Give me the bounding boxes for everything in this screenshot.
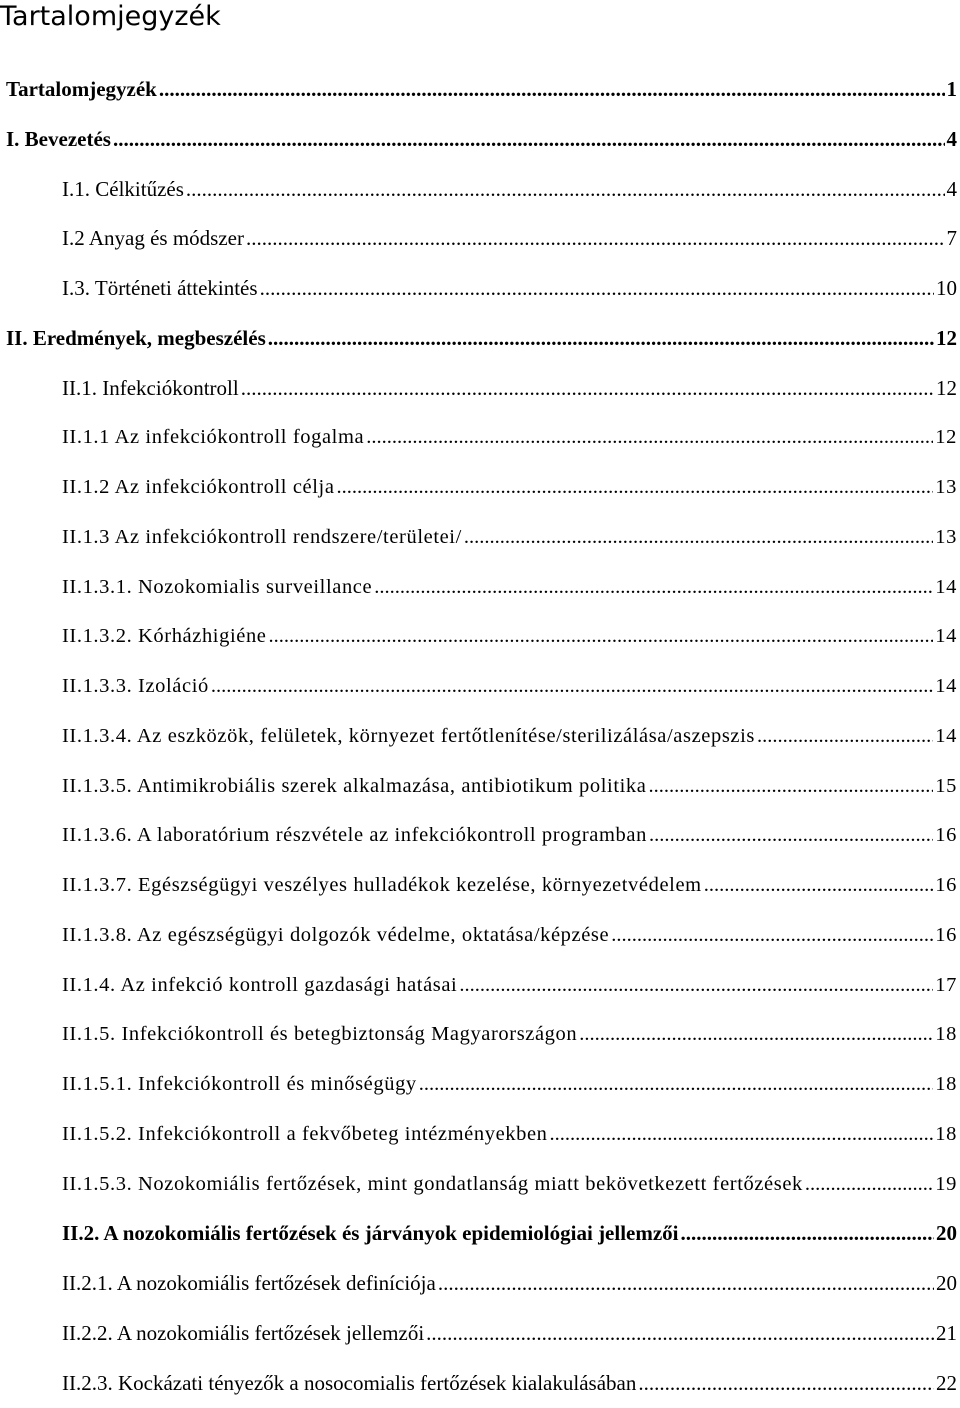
toc-entry-page-number: 16 [935,861,957,911]
toc-entry-page-number: 22 [936,1359,957,1408]
toc-entry[interactable] [0,463,960,513]
toc-entry[interactable] [0,712,960,762]
toc-entry-label: II.2.3. Kockázati tényezők a nosocomialis fertőzések kialakulásában [62,1359,636,1408]
toc-entry-page-number: 12 [935,413,957,463]
toc-entry-label: II.1.3.6. A laboratórium részvétele az infekciókontroll programban [62,811,647,861]
toc-entry[interactable] [0,762,960,812]
toc-entry-label: I. Bevezetés [6,115,111,165]
toc-entry[interactable] [0,1160,960,1210]
toc-entry-page-number: 1 [947,65,958,115]
toc-dot-leader [269,612,934,662]
toc-entry-page-number: 20 [936,1209,957,1259]
toc-entry-label: II.1.1 Az infekciókontroll fogalma [62,413,364,463]
toc-entry-label: II.2. A nozokomiális fertőzések és járványok epidemiológiai jellemzői [62,1209,679,1259]
toc-entry-label: II.1.3.7. Egészségügyi veszélyes hulladékok kezelése, környezetvédelem [62,861,702,911]
toc-dot-leader [366,413,933,463]
toc-entry-page-number: 4 [947,115,958,165]
toc-entry[interactable] [0,961,960,1011]
toc-dot-leader [268,314,934,364]
toc-entry[interactable] [0,364,960,414]
toc-entry[interactable] [0,563,960,613]
toc-dot-leader [648,762,933,812]
toc-entry-page-number: 12 [936,314,957,364]
toc-entry-label: II.1.5.2. Infekciókontroll a fekvőbeteg intézményekben [62,1110,548,1160]
toc-entry[interactable] [0,861,960,911]
page-title: Tartalomjegyzék [0,0,221,34]
toc-entry-page-number: 14 [935,712,957,762]
toc-entry-label: I.1. Célkitűzés [62,165,184,215]
toc-entry-page-number: 17 [935,961,957,1011]
toc-entry[interactable] [0,413,960,463]
toc-entry[interactable] [0,811,960,861]
toc-entry[interactable] [0,1309,960,1359]
toc-entry-label: II.1.3.1. Nozokomialis surveillance [62,563,372,613]
toc-entry[interactable] [0,662,960,712]
toc-entry[interactable] [0,264,960,314]
toc-dot-leader [159,65,945,115]
toc-entry-label: II. Eredmények, megbeszélés [6,314,266,364]
toc-dot-leader [638,1359,934,1408]
toc-entry-label: II.1.4. Az infekció kontroll gazdasági hatásai [62,961,457,1011]
toc-entry-label: I.3. Történeti áttekintés [62,264,258,314]
toc-entry[interactable] [0,1060,960,1110]
toc-entry-label: II.1.5.3. Nozokomiális fertőzések, mint gondatlanság miatt bekövetkezett fertőzések [62,1160,803,1210]
toc-entry-page-number: 13 [935,513,957,563]
toc-entry[interactable] [0,115,960,165]
toc-dot-leader [260,264,934,314]
toc-entry-page-number: 14 [935,612,957,662]
toc-entry-page-number: 20 [936,1259,957,1309]
toc-entry-label: II.1.5. Infekciókontroll és betegbiztonság Magyarországon [62,1010,577,1060]
toc-dot-leader [579,1010,933,1060]
toc-entry-page-number: 16 [935,911,957,961]
toc-entry-page-number: 10 [936,264,957,314]
toc-entry[interactable] [0,1010,960,1060]
toc-entry-page-number: 14 [935,662,957,712]
toc-entry-page-number: 14 [935,563,957,613]
toc-entry[interactable] [0,1209,960,1259]
toc-dot-leader [611,911,933,961]
toc-entry[interactable] [0,911,960,961]
toc-entry-label: II.1.3.2. Kórházhigiéne [62,612,267,662]
toc-dot-leader [805,1160,933,1210]
toc-dot-leader [426,1309,934,1359]
toc-entry-label: II.1.3.8. Az egészségügyi dolgozók védelme, oktatása/képzése [62,911,609,961]
toc-entry-label: II.1.3.3. Izoláció [62,662,209,712]
toc-dot-leader [186,165,945,215]
toc-entry-label: II.2.2. A nozokomiális fertőzések jellemzői [62,1309,424,1359]
toc-entry-page-number: 4 [947,165,958,215]
toc-dot-leader [704,861,934,911]
toc-entry-label: II.2.1. A nozokomiális fertőzések definíciója [62,1259,436,1309]
toc-entry-label: II.1.2 Az infekciókontroll célja [62,463,335,513]
toc-dot-leader [419,1060,934,1110]
toc-entry-label: Tartalomjegyzék [6,65,157,115]
toc-entry[interactable] [0,214,960,264]
toc-entry-page-number: 7 [947,214,958,264]
toc-dot-leader [113,115,945,165]
toc-dot-leader [374,563,933,613]
toc-entry-page-number: 18 [935,1060,957,1110]
toc-dot-leader [681,1209,934,1259]
toc-entry[interactable] [0,513,960,563]
toc-entry-page-number: 13 [935,463,957,513]
toc-dot-leader [337,463,934,513]
toc-dot-leader [241,364,934,414]
toc-dot-leader [649,811,933,861]
toc-dot-leader [211,662,933,712]
toc-entry-page-number: 19 [935,1160,957,1210]
toc-dot-leader [550,1110,934,1160]
toc-entry-page-number: 16 [935,811,957,861]
toc-entry[interactable] [0,1359,960,1408]
toc-entry[interactable] [0,65,960,115]
toc-entry-page-number: 21 [936,1309,957,1359]
toc-entry[interactable] [0,1110,960,1160]
toc-entry[interactable] [0,314,960,364]
toc-entry[interactable] [0,165,960,215]
toc-entry-label: II.1.5.1. Infekciókontroll és minőségügy [62,1060,417,1110]
toc-dot-leader [246,214,945,264]
toc-entry-page-number: 18 [935,1010,957,1060]
table-of-contents [0,65,960,1408]
toc-dot-leader [464,513,933,563]
toc-entry-label: II.1.3.4. Az eszközök, felületek, környezet fertőtlenítése/sterilizálása/aszepszis [62,712,755,762]
toc-entry-page-number: 12 [936,364,957,414]
toc-entry-label: II.1. Infekciókontroll [62,364,239,414]
toc-entry-page-number: 18 [935,1110,957,1160]
toc-entry[interactable] [0,612,960,662]
toc-dot-leader [438,1259,934,1309]
toc-entry-label: I.2 Anyag és módszer [62,214,244,264]
toc-entry-label: II.1.3.5. Antimikrobiális szerek alkalmazása, antibiotikum politika [62,762,646,812]
toc-dot-leader [459,961,933,1011]
toc-entry-page-number: 15 [935,762,957,812]
toc-dot-leader [757,712,933,762]
toc-entry-label: II.1.3 Az infekciókontroll rendszere/területei/ [62,513,462,563]
toc-entry[interactable] [0,1259,960,1309]
